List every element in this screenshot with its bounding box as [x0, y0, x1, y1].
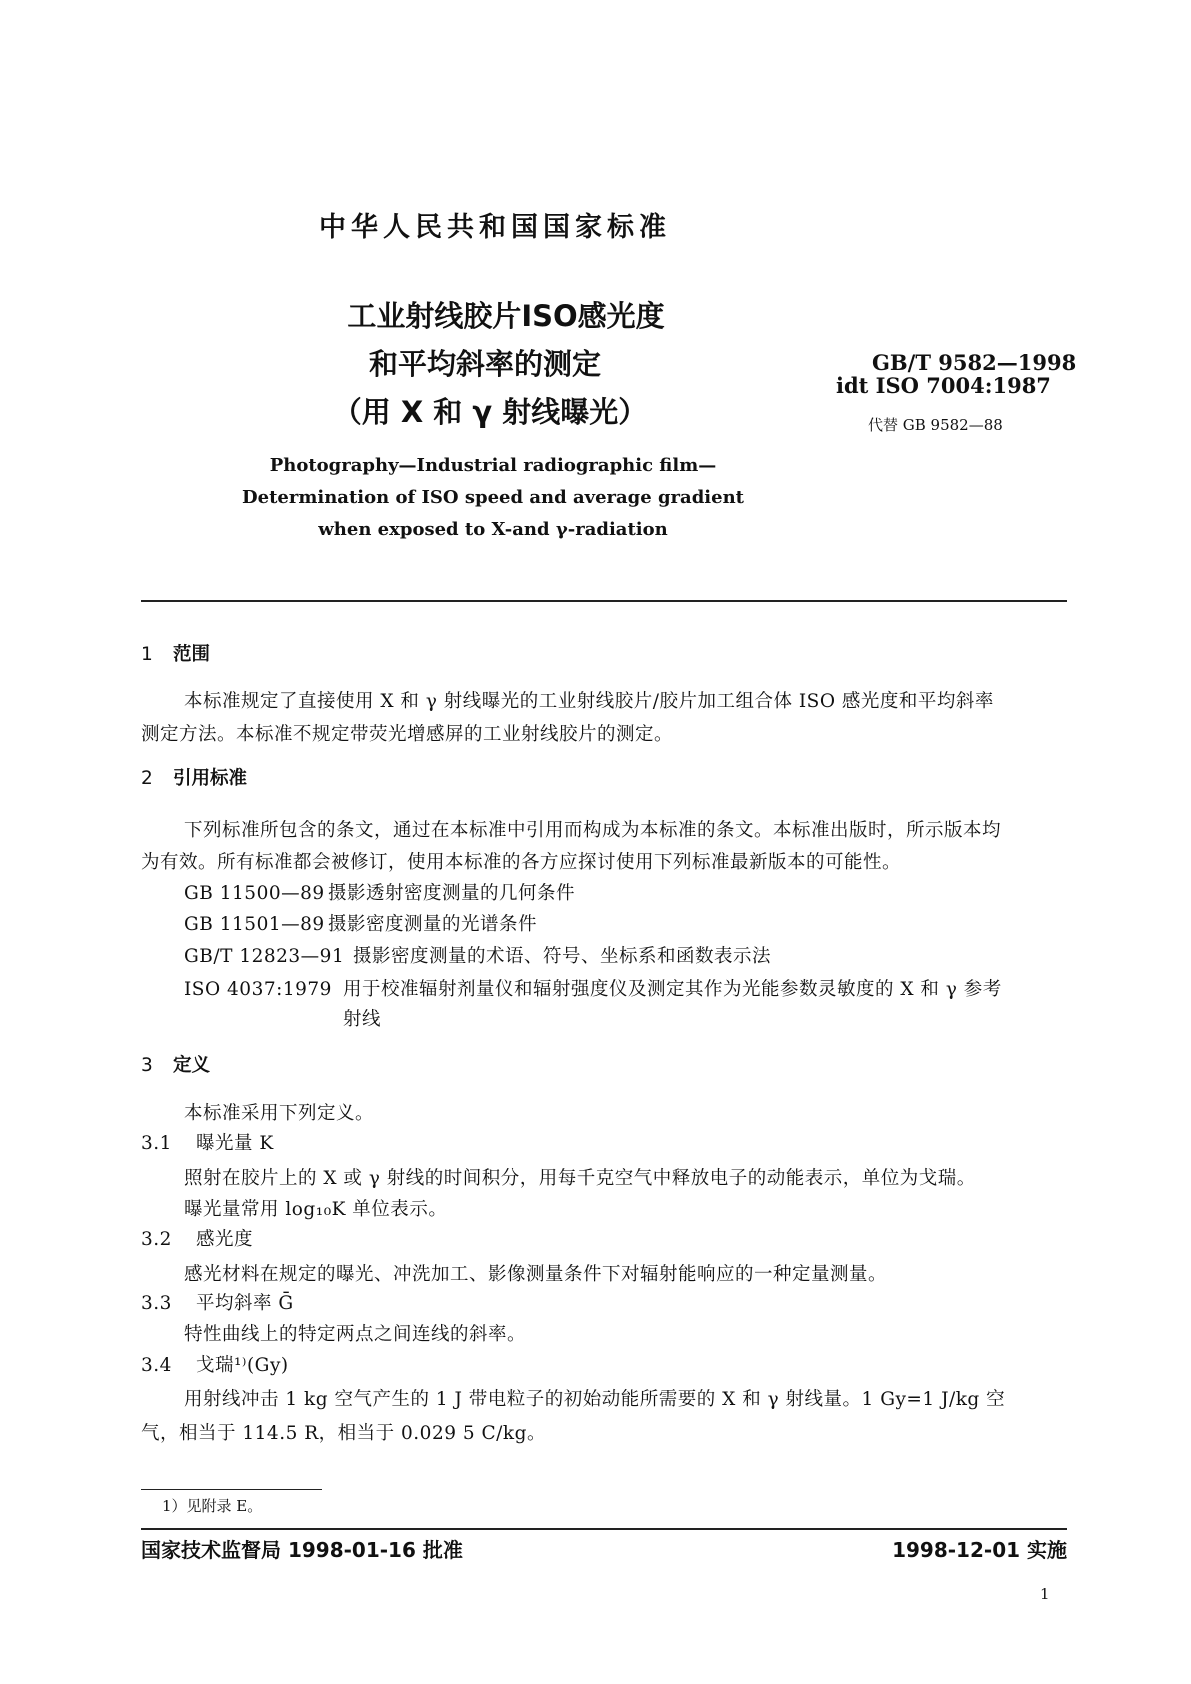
standard-code: GB/T 9582—1998	[872, 350, 1077, 375]
def-3-3-text: 特性曲线上的特定两点之间连线的斜率。	[184, 1324, 527, 1345]
def-3-4-term: 戈瑞¹⁾(Gy)	[196, 1355, 289, 1376]
footer-divider	[141, 1528, 1067, 1530]
section-1-text-2: 测定方法。本标准不规定带荧光增感屏的工业射线胶片的测定。	[141, 724, 674, 745]
ref-title: 摄影密度测量的光谱条件	[328, 914, 538, 935]
def-3-2-number: 3.2	[141, 1229, 172, 1250]
effective-date: 1998-12-01 实施	[892, 1538, 1067, 1562]
header-divider	[141, 600, 1067, 602]
section-3-intro: 本标准采用下列定义。	[184, 1103, 375, 1124]
section-2-title: 引用标准	[173, 768, 248, 789]
ref-title: 用于校准辐射剂量仪和辐射强度仪及测定其作为光能参数灵敏度的 X 和 γ 参考	[343, 979, 1002, 1000]
def-3-1-term: 曝光量 K	[196, 1133, 274, 1154]
def-3-3-term: 平均斜率 Ḡ	[196, 1293, 294, 1314]
section-3-number: 3	[141, 1055, 153, 1076]
def-3-2-text: 感光材料在规定的曝光、冲洗加工、影像测量条件下对辐射能响应的一种定量测量。	[184, 1264, 888, 1285]
section-1-text-1: 本标准规定了直接使用 X 和 γ 射线曝光的工业射线胶片/胶片加工组合体 ISO 感光度和平均斜率	[184, 691, 994, 712]
def-3-4-text-1: 用射线冲击 1 kg 空气产生的 1 J 带电粒子的初始动能所需要的 X 和 γ 射线量。1 Gy=1 J/kg 空	[184, 1389, 1006, 1410]
section-2-text-2: 为有效。所有标准都会被修订，使用本标准的各方应探讨使用下列标准最新版本的可能性。	[141, 852, 902, 873]
replaces-standard: 代替 GB 9582—88	[868, 416, 1003, 434]
section-2-text-1: 下列标准所包含的条文，通过在本标准中引用而构成为本标准的条文。本标准出版时，所示版本均	[184, 820, 1002, 841]
section-1-number: 1	[141, 644, 153, 665]
page-number: 1	[1040, 1585, 1050, 1603]
ref-code: GB 11500—89	[184, 883, 325, 904]
footnote-divider	[141, 1489, 322, 1490]
ref-code: ISO 4037:1979	[184, 979, 332, 1000]
def-3-2-term: 感光度	[196, 1229, 254, 1250]
def-3-4-number: 3.4	[141, 1355, 172, 1376]
ref-title: 摄影密度测量的术语、符号、坐标系和函数表示法	[353, 946, 772, 967]
section-1-title: 范围	[173, 644, 211, 665]
def-3-3-number: 3.3	[141, 1293, 172, 1314]
approval-date: 国家技术监督局 1998-01-16 批准	[141, 1538, 463, 1562]
section-3-title: 定义	[173, 1055, 211, 1076]
def-3-1-number: 3.1	[141, 1133, 172, 1154]
title-cn-line-1: 工业射线胶片ISO感光度	[347, 299, 665, 333]
title-en-line-3: when exposed to X-and γ-radiation	[318, 519, 668, 540]
ref-code: GB 11501—89	[184, 914, 325, 935]
title-en-line-2: Determination of ISO speed and average gradient	[242, 487, 744, 508]
def-3-1-text-2: 曝光量常用 log₁₀K 单位表示。	[184, 1199, 448, 1220]
title-cn-line-2: 和平均斜率的测定	[368, 347, 602, 381]
def-3-1-text-1: 照射在胶片上的 X 或 γ 射线的时间积分，用每千克空气中释放电子的动能表示，单位为戈瑞。	[184, 1168, 976, 1189]
def-3-4-text-2: 气，相当于 114.5 R，相当于 0.029 5 C/kg。	[141, 1423, 546, 1444]
section-2-number: 2	[141, 768, 153, 789]
ref-title: 摄影透射密度测量的几何条件	[328, 883, 576, 904]
ref-title-continued: 射线	[343, 1009, 382, 1030]
title-en-line-1: Photography—Industrial radiographic film—	[269, 455, 717, 476]
ref-code: GB/T 12823—91	[184, 946, 345, 967]
idt-iso-code: idt ISO 7004:1987	[836, 373, 1051, 398]
title-cn-line-3: （用 X 和 γ 射线曝光）	[332, 395, 648, 429]
footnote: 1）见附录 E。	[162, 1497, 263, 1515]
national-standard-heading: 中华人民共和国国家标准	[319, 212, 671, 243]
